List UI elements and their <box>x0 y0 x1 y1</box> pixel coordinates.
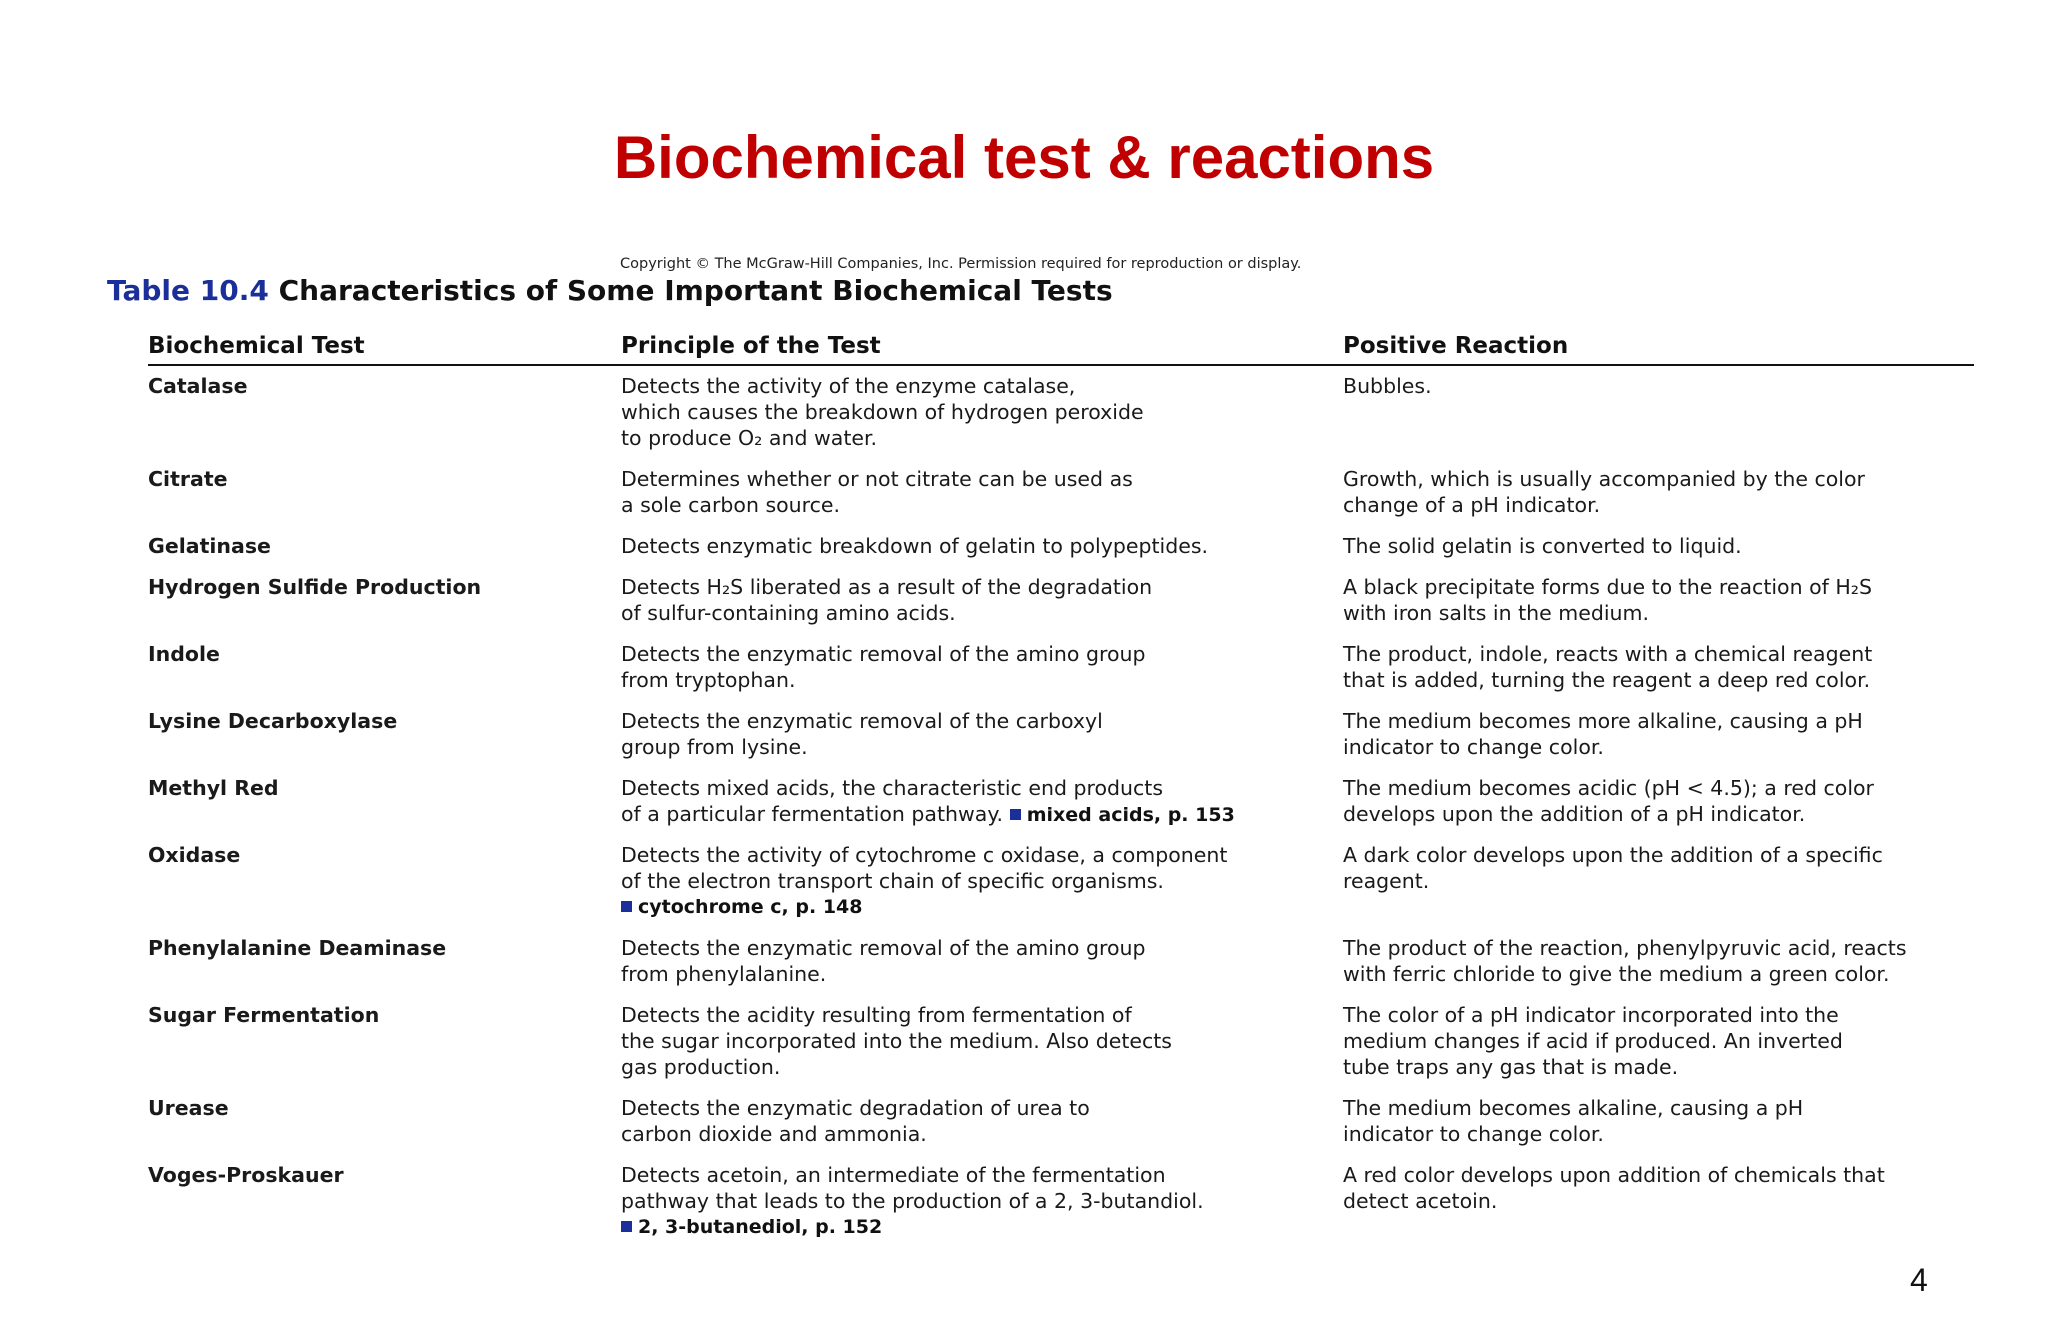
table-cell-test: Gelatinase <box>148 534 271 558</box>
table-cell-principle <box>621 373 1321 451</box>
reaction-line: with iron salts in the medium. <box>1343 601 1650 625</box>
table-cell-principle <box>621 641 1321 693</box>
principle-line: of a particular fermentation pathway. mixed acids, p. 153 <box>621 802 1235 826</box>
table-number: Table 10.4 <box>107 274 269 307</box>
reaction-line: The color of a pH indicator incorporated into the <box>1343 1003 1839 1027</box>
table-cell-principle <box>621 574 1321 626</box>
table-cell-principle <box>621 466 1321 518</box>
table-cell-reaction <box>1343 935 1983 987</box>
reaction-line: reagent. <box>1343 869 1430 893</box>
table-cell-principle <box>621 1095 1321 1147</box>
reaction-line: The medium becomes acidic (pH < 4.5); a red color <box>1343 776 1874 800</box>
table-cell-reaction <box>1343 708 1983 760</box>
principle-line: Detects enzymatic breakdown of gelatin to polypeptides. <box>621 534 1209 558</box>
principle-line: the sugar incorporated into the medium. Also detects <box>621 1029 1172 1053</box>
principle-line: Detects mixed acids, the characteristic end products <box>621 776 1163 800</box>
reaction-line: indicator to change color. <box>1343 735 1604 759</box>
reference-bullet-icon <box>621 901 632 912</box>
table-cell-test: Indole <box>148 642 220 666</box>
table-cell-test: Urease <box>148 1096 229 1120</box>
table-cell-reaction <box>1343 641 1983 693</box>
table-cell-principle <box>621 1162 1321 1240</box>
table-cell-test: Sugar Fermentation <box>148 1003 380 1027</box>
reaction-line: detect acetoin. <box>1343 1189 1498 1213</box>
table-cell-test: Methyl Red <box>148 776 279 800</box>
reaction-line: medium changes if acid if produced. An inverted <box>1343 1029 1843 1053</box>
reference-bullet-icon <box>1010 809 1021 820</box>
table-cell-reaction <box>1343 1002 1983 1080</box>
copyright-notice: Copyright © The McGraw-Hill Companies, Inc. Permission required for reproduction or display. <box>620 256 1302 272</box>
principle-line: of the electron transport chain of specific organisms. <box>621 869 1164 893</box>
table-cell-test: Lysine Decarboxylase <box>148 709 398 733</box>
table-cell-principle <box>621 708 1321 760</box>
principle-line: from tryptophan. <box>621 668 796 692</box>
table-cell-principle <box>621 842 1321 920</box>
table-cell-reaction <box>1343 842 1983 894</box>
table-cell-principle <box>621 935 1321 987</box>
principle-line: Detects acetoin, an intermediate of the fermentation <box>621 1163 1166 1187</box>
column-header-principle: Principle of the Test <box>621 333 881 359</box>
reaction-line: The medium becomes alkaline, causing a pH <box>1343 1096 1804 1120</box>
principle-line: Detects the activity of the enzyme catalase, <box>621 374 1076 398</box>
table-cell-test: Hydrogen Sulfide Production <box>148 575 482 599</box>
principle-line: Detects the acidity resulting from fermentation of <box>621 1003 1132 1027</box>
reaction-line: tube traps any gas that is made. <box>1343 1055 1679 1079</box>
principle-line: group from lysine. <box>621 735 808 759</box>
table-cell-reaction <box>1343 466 1983 518</box>
principle-line: Detects the enzymatic removal of the amino group <box>621 642 1146 666</box>
table-cell-principle <box>621 775 1321 828</box>
cross-reference: cytochrome c, p. 148 <box>621 894 1321 920</box>
principle-line: pathway that leads to the production of a 2, 3-butandiol. <box>621 1189 1204 1213</box>
principle-line: to produce O₂ and water. <box>621 426 878 450</box>
reaction-line: Growth, which is usually accompanied by the color <box>1343 467 1865 491</box>
cross-reference: 2, 3-butanediol, p. 152 <box>621 1214 1321 1240</box>
column-header-test: Biochemical Test <box>148 333 365 359</box>
reaction-line: that is added, turning the reagent a deep red color. <box>1343 668 1871 692</box>
reaction-line: A dark color develops upon the addition of a specific <box>1343 843 1883 867</box>
reaction-line: develops upon the addition of a pH indicator. <box>1343 802 1806 826</box>
principle-line: a sole carbon source. <box>621 493 841 517</box>
table-cell-reaction <box>1343 373 1983 399</box>
table-cell-test: Oxidase <box>148 843 241 867</box>
principle-line: gas production. <box>621 1055 781 1079</box>
reaction-line: with ferric chloride to give the medium a green color. <box>1343 962 1890 986</box>
table-cell-reaction <box>1343 775 1983 827</box>
principle-line: of sulfur-containing amino acids. <box>621 601 956 625</box>
reaction-line: change of a pH indicator. <box>1343 493 1601 517</box>
table-cell-principle <box>621 533 1321 559</box>
principle-line: Detects the enzymatic degradation of urea to <box>621 1096 1090 1120</box>
slide-title: Biochemical test & reactions <box>613 124 1435 191</box>
table-cell-test: Citrate <box>148 467 228 491</box>
reaction-line: Bubbles. <box>1343 374 1432 398</box>
table-cell-test: Catalase <box>148 374 248 398</box>
reaction-line: The product of the reaction, phenylpyruvic acid, reacts <box>1343 936 1907 960</box>
table-cell-reaction <box>1343 574 1983 626</box>
principle-line: from phenylalanine. <box>621 962 827 986</box>
reaction-line: The medium becomes more alkaline, causing a pH <box>1343 709 1863 733</box>
reaction-line: indicator to change color. <box>1343 1122 1604 1146</box>
table-cell-test: Phenylalanine Deaminase <box>148 936 447 960</box>
table-title: Characteristics of Some Important Biochemical Tests <box>278 274 1113 307</box>
table-cell-principle <box>621 1002 1321 1080</box>
table-cell-reaction <box>1343 1162 1983 1214</box>
header-divider <box>148 364 1974 366</box>
principle-line: Determines whether or not citrate can be used as <box>621 467 1133 491</box>
principle-line: carbon dioxide and ammonia. <box>621 1122 927 1146</box>
reference-bullet-icon <box>621 1221 632 1232</box>
principle-line: Detects the enzymatic removal of the amino group <box>621 936 1146 960</box>
principle-line: Detects the activity of cytochrome c oxidase, a component <box>621 843 1228 867</box>
column-header-reaction: Positive Reaction <box>1343 333 1569 359</box>
table-caption <box>107 274 1113 307</box>
principle-line: Detects H₂S liberated as a result of the degradation <box>621 575 1153 599</box>
cross-reference: mixed acids, p. 153 <box>1003 804 1235 826</box>
reaction-line: A red color develops upon addition of chemicals that <box>1343 1163 1885 1187</box>
principle-line: Detects the enzymatic removal of the carboxyl <box>621 709 1103 733</box>
table-cell-reaction <box>1343 1095 1983 1147</box>
reaction-line: The solid gelatin is converted to liquid. <box>1343 534 1742 558</box>
page-number: 4 <box>1910 1262 1928 1298</box>
table-cell-reaction <box>1343 533 1983 559</box>
reaction-line: The product, indole, reacts with a chemical reagent <box>1343 642 1873 666</box>
table-cell-test: Voges-Proskauer <box>148 1163 344 1187</box>
reaction-line: A black precipitate forms due to the reaction of H₂S <box>1343 575 1873 599</box>
principle-line: which causes the breakdown of hydrogen peroxide <box>621 400 1144 424</box>
